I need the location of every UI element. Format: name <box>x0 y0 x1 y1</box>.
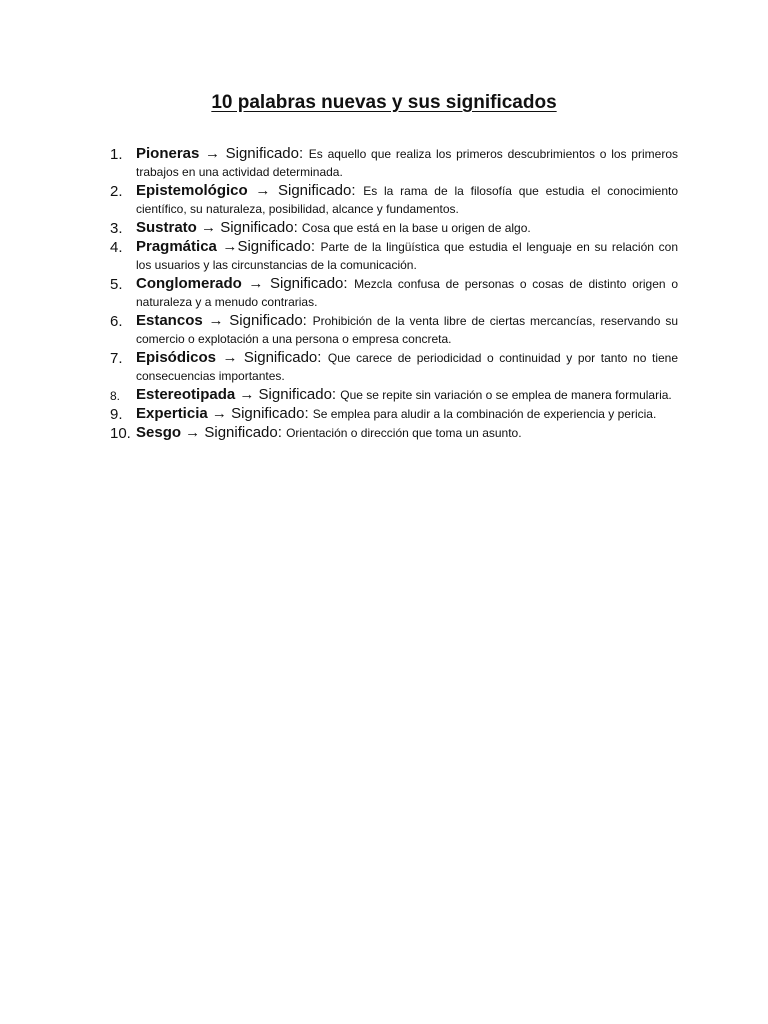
item-definition: Cosa que está en la base u origen de algo. <box>301 221 531 235</box>
item-number: 1. <box>110 146 123 163</box>
item-label: Significado: <box>258 386 341 403</box>
arrow-icon: → <box>207 405 232 422</box>
item-term: Pragmática <box>136 238 217 255</box>
item-definition: Se emplea para aludir a la combinación de experiencia y pericia. <box>312 407 657 421</box>
item-label: Significado: <box>204 424 287 441</box>
item-number: 6. <box>110 313 123 330</box>
item-term: Sesgo <box>136 424 182 441</box>
item-number: 9. <box>110 406 123 423</box>
item-number: 5. <box>110 276 123 293</box>
list-item <box>110 275 678 311</box>
word-list <box>110 145 678 443</box>
item-definition: Prohibición de la venta libre de ciertas mercancías, reservando su comercio o explotación a una persona o empresa concreta. <box>136 314 679 346</box>
list-item <box>110 182 678 218</box>
item-definition: Es aquello que realiza los primeros descubrimientos o los primeros trabajos en una actividad determinada. <box>136 147 678 179</box>
item-label: Significado: <box>225 145 309 162</box>
item-term: Estereotipada <box>136 386 236 403</box>
item-term: Episódicos <box>136 349 217 366</box>
item-number: 8. <box>110 389 121 403</box>
arrow-icon: → <box>196 219 221 236</box>
item-label: Significado: <box>231 405 313 422</box>
item-number: 3. <box>110 220 123 237</box>
arrow-icon: → <box>247 182 278 199</box>
arrow-icon: → <box>216 238 238 255</box>
item-term: Pioneras <box>136 145 200 162</box>
list-item <box>110 349 678 385</box>
arrow-icon: → <box>199 145 226 162</box>
list-item <box>110 312 678 348</box>
list-item <box>110 145 678 181</box>
item-definition: Parte de la lingüística que estudia el lenguaje en su relación con los usuarios y las circunstancias de la comunicación. <box>136 240 679 272</box>
item-term: Epistemológico <box>136 182 248 199</box>
item-term: Experticia <box>136 405 208 422</box>
item-label: Significado: <box>220 219 302 236</box>
item-label: Significado: <box>237 238 321 255</box>
list-item <box>110 405 678 423</box>
arrow-icon: → <box>235 386 259 403</box>
page-title: 10 palabras nuevas y sus significados <box>211 92 557 113</box>
item-label: Significado: <box>277 182 364 199</box>
item-number: 2. <box>110 183 123 200</box>
arrow-icon: → <box>181 424 205 441</box>
item-number: 7. <box>110 350 123 367</box>
item-label: Significado: <box>243 349 328 366</box>
item-definition: Mezcla confusa de personas o cosas de distinto origen o naturaleza y a menudo contrarias. <box>136 277 679 309</box>
list-item <box>110 424 678 442</box>
item-definition: Que se repite sin variación o se emplea de manera formularia. <box>340 388 672 402</box>
item-number: 4. <box>110 239 123 256</box>
list-item <box>110 238 678 274</box>
item-definition: Orientación o dirección que toma un asunto. <box>286 426 522 440</box>
list-item <box>110 386 678 404</box>
arrow-icon: → <box>216 349 244 366</box>
item-term: Estancos <box>136 312 203 329</box>
item-definition: Que carece de periodicidad o continuidad y por tanto no tiene consecuencias importantes. <box>136 351 679 383</box>
arrow-icon: → <box>241 275 270 292</box>
item-term: Conglomerado <box>136 275 242 292</box>
item-definition: Es la rama de la filosofía que estudia el conocimiento científico, su naturaleza, posibilidad, alcance y fundamentos. <box>136 184 678 216</box>
item-label: Significado: <box>229 312 313 329</box>
list-item <box>110 219 678 237</box>
item-term: Sustrato <box>136 219 197 236</box>
item-label: Significado: <box>270 275 355 292</box>
arrow-icon: → <box>202 312 230 329</box>
item-number: 10. <box>110 425 131 442</box>
